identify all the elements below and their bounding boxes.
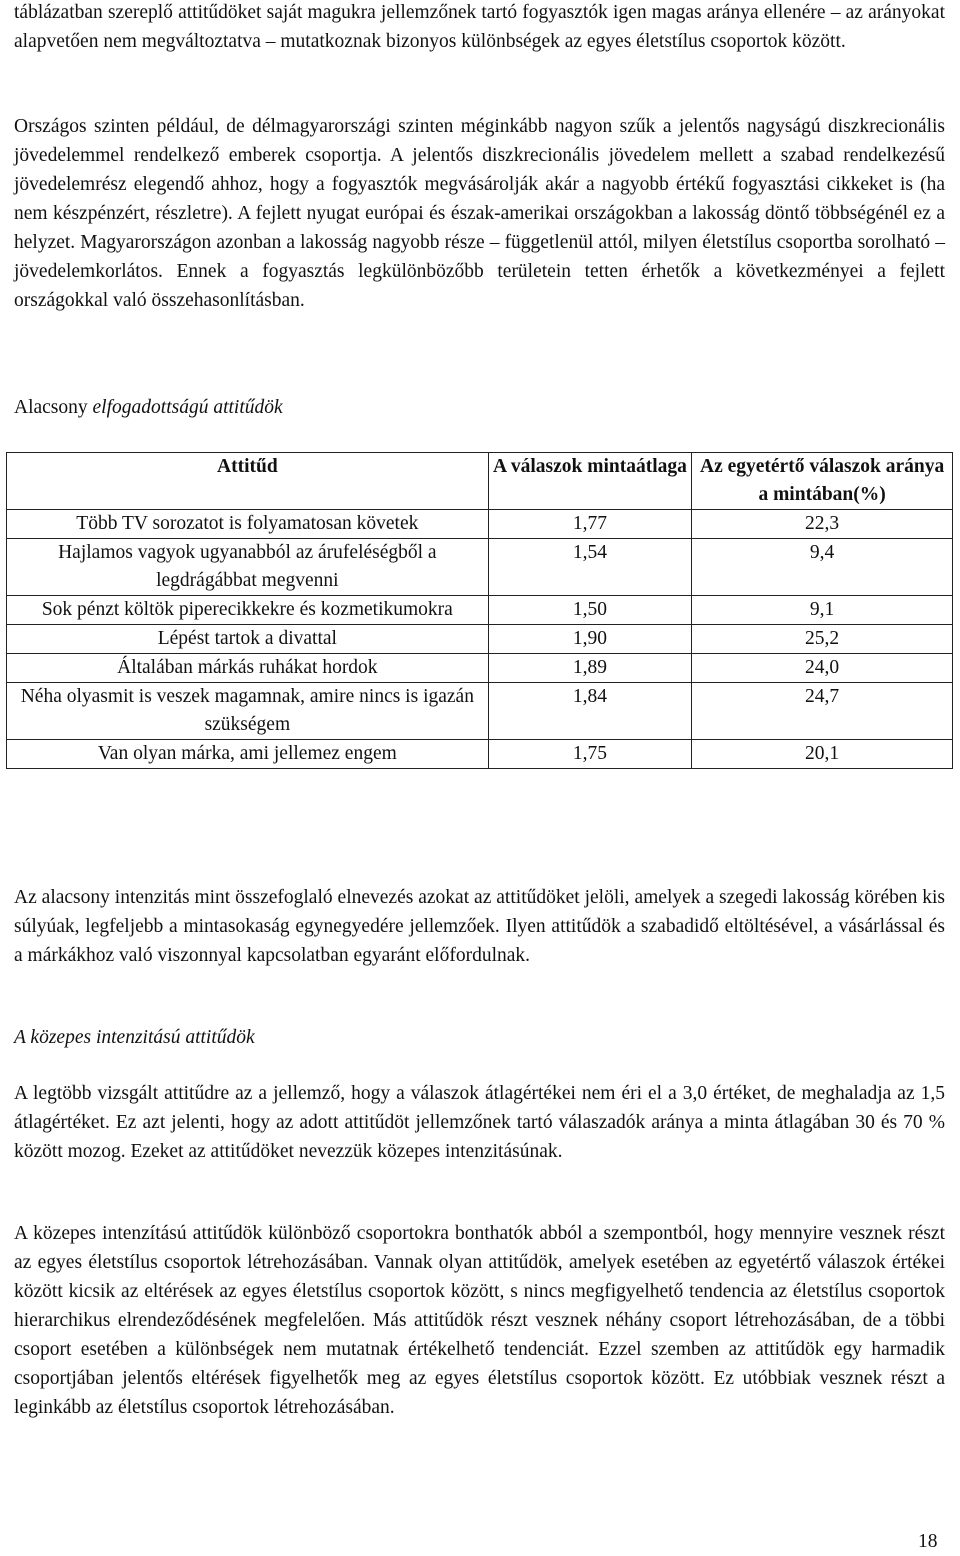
cell-share: 24,7	[692, 683, 953, 740]
cell-mean: 1,89	[488, 654, 692, 683]
paragraph-intro: táblázatban szereplő attitűdöket saját magukra jellemzőnek tartó fogyasztók igen magas aránya ellenére – az arányokat alapvetően nem megváltoztatva – mutatkoznak bizonyos különbségek az egyes életstílus csoportok között.	[14, 2, 945, 52]
attitude-table	[6, 452, 953, 769]
paragraph-mid-definition: A legtöbb vizsgált attitűdre az a jellemző, hogy a válaszok átlagértékei nem éri el a 3,0 értéket, de meghaladja az 1,5 átlagértéket. Ez azt jelenti, hogy az adott attitűdöt jellemzőnek tartó válaszadók aránya a minta átlagában 30 és 70 % között mozog. Ezeket az attitűdöket nevezzük közepes intenzitásúnak.	[14, 1083, 945, 1162]
cell-attitude: Sok pénzt költök piperecikkekre és kozmetikumokra	[7, 596, 489, 625]
table-row	[7, 683, 953, 740]
header-mean: A válaszok mintaátlaga	[488, 453, 692, 510]
cell-mean: 1,77	[488, 510, 692, 539]
header-share: Az egyetértő válaszok aránya a mintában(%)	[692, 453, 953, 510]
paragraph-mid-groups: A közepes intenzítású attitűdök különböző csoportokra bonthatók abból a szempontból, hogy mennyire vesznek részt az egyes életstílus csoportok létrehozásában. Vannak olyan attitűdök, amelyek esetében az egyetértő válaszok értékei között kicsik az eltérések az egyes életstílus csoportok között, s nincs megfigyelhető tendencia az életstílus csoportok hierarchikus elrendeződésének megfelelően. Más attitűdök részt vesznek néhány csoport létrehozásában, de a többi csoport esetében a különbségek nem mutatnak értékelhető tendenciát. Ezzel szemben az attitűdök egy harmadik csoportjában jelentős eltérések figyelhetők meg az egyes életstílus csoportok között. Ez utóbbiak vesznek részt a leginkább az életstílus csoportok létrehozásában.	[14, 1223, 945, 1418]
cell-attitude: Van olyan márka, ami jellemez engem	[7, 740, 489, 769]
cell-mean: 1,90	[488, 625, 692, 654]
cell-share: 24,0	[692, 654, 953, 683]
cell-share: 9,1	[692, 596, 953, 625]
cell-attitude: Általában márkás ruhákat hordok	[7, 654, 489, 683]
cell-attitude: Több TV sorozatot is folyamatosan követek	[7, 510, 489, 539]
heading-mid-intensity: A közepes intenzitású attitűdök	[14, 1027, 255, 1048]
heading-low-prefix: Alacsony	[14, 397, 93, 418]
cell-mean: 1,75	[488, 740, 692, 769]
cell-mean: 1,84	[488, 683, 692, 740]
cell-share: 20,1	[692, 740, 953, 769]
paragraph-income: Országos szinten például, de délmagyarországi szinten méginkább nagyon szűk a jelentős nagyságú diszkrecionális jövedelemmel rendelkező emberek csoportja. A jelentős diszkrecionális jövedelem mellett a szabad rendelkezésű jövedelemrész elegendő ahhoz, hogy a fogyasztók megvásárolják akár a nagyobb értékű fogyasztási cikkeket is (ha nem készpénzért, részletre). A fejlett nyugat európai és észak-amerikai országokban a lakosság döntő többségénél ez a helyzet. Magyarországon azonban a lakosság nagyobb része – függetlenül attól, milyen életstílus csoportba sorolható – jövedelemkorlátos. Ennek a fogyasztás legkülönbözőbb területein tetten érhetők a következményei a fejlett országokkal való összehasonlításban.	[14, 116, 945, 311]
table-header-row	[7, 453, 953, 510]
page-number: 18	[918, 1531, 938, 1552]
cell-mean: 1,50	[488, 596, 692, 625]
table-row	[7, 625, 953, 654]
paragraph-low-intensity: Az alacsony intenzitás mint összefoglaló elnevezés azokat az attitűdöket jelöli, amelyek a szegedi lakosság körében kis súlyúak, legfeljebb a mintasokaság egynegyedére jellemzőek. Ilyen attitűdök a szabadidő eltöltésével, a vásárlással és a márkákhoz való viszonnyal kapcsolatban egyaránt előfordulnak.	[14, 887, 945, 966]
heading-low-acceptance	[14, 393, 283, 422]
table-row	[7, 740, 953, 769]
table-row	[7, 510, 953, 539]
cell-mean: 1,54	[488, 539, 692, 596]
cell-attitude: Néha olyasmit is veszek magamnak, amire nincs is igazán szükségem	[7, 683, 489, 740]
heading-low-italic: elfogadottságú attitűdök	[92, 397, 283, 418]
cell-attitude: Hajlamos vagyok ugyanabból az árufeléségből a legdrágábbat megvenni	[7, 539, 489, 596]
table-row	[7, 654, 953, 683]
header-attitude: Attitűd	[7, 453, 489, 510]
table-row	[7, 596, 953, 625]
cell-share: 22,3	[692, 510, 953, 539]
cell-share: 25,2	[692, 625, 953, 654]
table-row	[7, 539, 953, 596]
cell-attitude: Lépést tartok a divattal	[7, 625, 489, 654]
cell-share: 9,4	[692, 539, 953, 596]
